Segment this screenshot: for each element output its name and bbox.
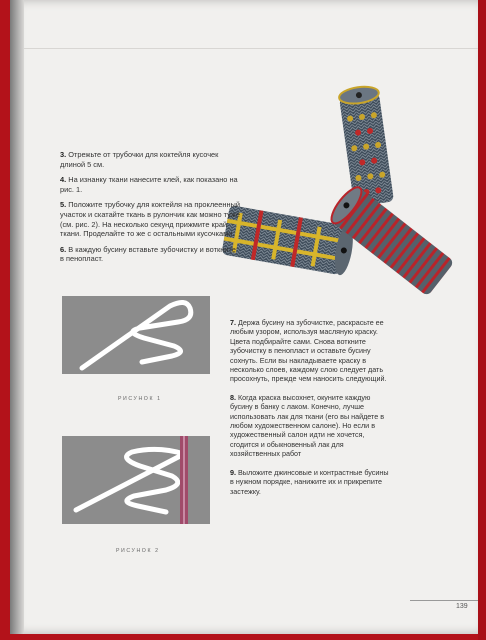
- beads-photo: [220, 80, 470, 305]
- figure-2-caption: РИСУНОК 2: [116, 548, 160, 554]
- step-9: 9. Выложите джинсовые и контрастные бусины в нужном порядке, нанижите их и прикрепите застежку.: [230, 467, 389, 496]
- step-3: 3. Отрежьте от трубочки для коктейля кусочек длиной 5 см.: [60, 150, 219, 169]
- book-spine: [10, 0, 24, 634]
- steps-right-column: [230, 318, 390, 505]
- top-rule: [24, 48, 478, 49]
- step-7: 7. Держа бусину на зубочистке, раскрасьте ее любым узором, используя масляную краску. Цвета подбирайте сами. Снова воткните зубочистку в пенопласт и оставьте бусину сохнуть. Если вы накладываете краску в несколько слоев, каждому слою следует дать просохнуть, прежде чем наносить следующий.: [230, 318, 387, 384]
- steps-left-column: [60, 150, 240, 270]
- step-8: 8. Когда краска высохнет, окуните каждую бусину в банку с лаком. Конечно, лучше использовать лак для ткани (его вы найдете в любом художественном салоне). Но если в художественный салон идти не хочется, сгодится и обыкновенный лак для хозяйственных работ: [230, 392, 385, 459]
- step-6: 6. В каждую бусину вставьте зубочистку и воткните в пенопласт.: [60, 244, 236, 264]
- figure-2: [62, 436, 210, 524]
- book-page: [10, 0, 478, 634]
- figure-1: [62, 296, 210, 374]
- page-number: 139: [456, 603, 468, 610]
- step-5: 5. Положите трубочку для коктейля на проклеенный участок и скатайте ткань в рулончик как можно туже (см. рис. 2). На несколько секунд прижмите край ткани. Проделайте то же с остальными кусочками.: [60, 200, 240, 239]
- bead-vertical: [338, 84, 394, 206]
- figure-1-caption: РИСУНОК 1: [118, 396, 162, 402]
- step-4: 4. На изнанку ткани нанесите клей, как показано на рис. 1.: [60, 175, 238, 194]
- bottom-rule: [410, 600, 478, 601]
- book-cover-edge: [478, 0, 486, 640]
